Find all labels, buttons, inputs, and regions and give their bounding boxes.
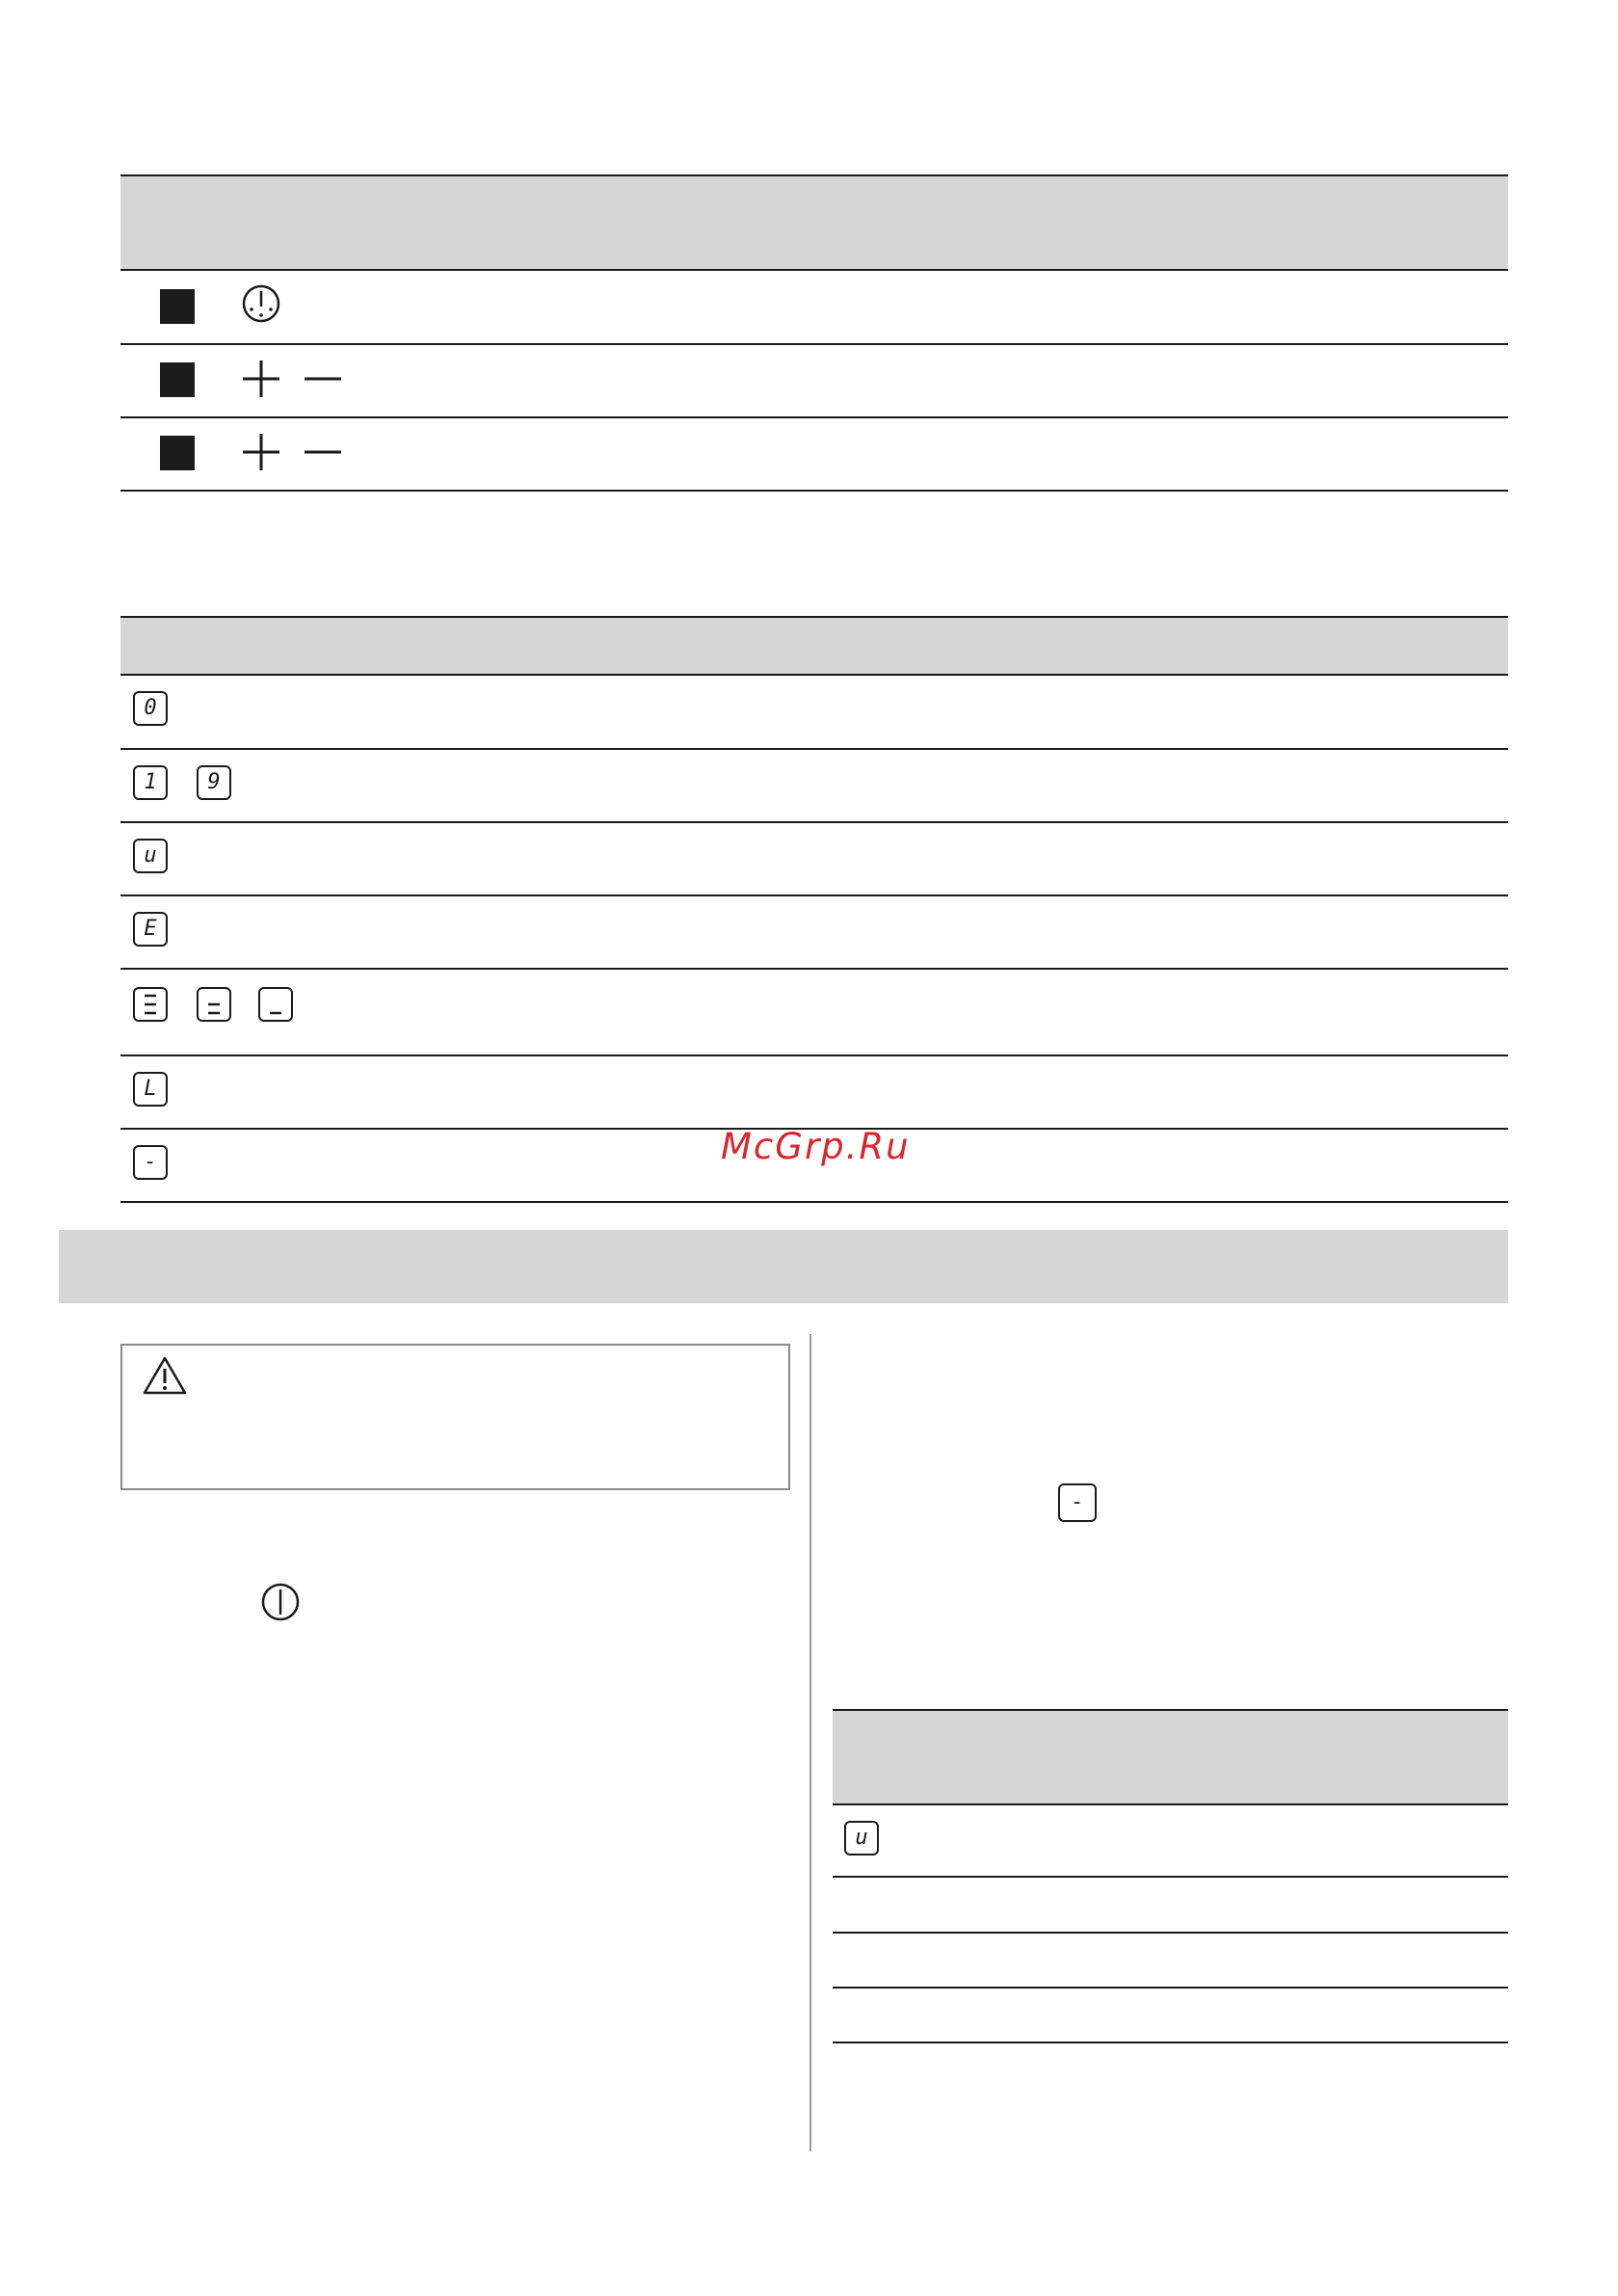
table-3-rule: [833, 2042, 1508, 2043]
display-symbol-9: 9: [197, 765, 231, 800]
table-1-header: [120, 175, 1508, 270]
table-3-rule: [833, 1709, 1508, 1711]
table-3-rule: [833, 1987, 1508, 1989]
display-symbol-dash: -: [133, 1145, 168, 1180]
warning-triangle-icon: [142, 1355, 188, 1400]
display-symbol-1: 1: [133, 765, 168, 800]
display-symbol-L: L: [133, 1072, 168, 1107]
heat-mid-icon: [197, 987, 231, 1022]
table-1-rule: [120, 490, 1508, 492]
table-2-rule: [120, 894, 1508, 896]
plus-icon: [241, 432, 281, 476]
heat-low-icon: [258, 987, 293, 1022]
display-symbol-0: 0: [133, 691, 168, 726]
section-header-band: [59, 1230, 1508, 1303]
plus-icon: [241, 359, 281, 403]
heat-high-icon: [133, 987, 168, 1022]
display-symbol-u: u: [133, 839, 168, 873]
table-3-rule: [833, 1803, 1508, 1805]
display-symbol-u: u: [844, 1821, 879, 1855]
watermark: McGrp.Ru: [721, 1126, 911, 1167]
table-3-header: [833, 1710, 1508, 1804]
table-2-rule: [120, 674, 1508, 676]
table-2-rule: [120, 616, 1508, 618]
minus-icon: [303, 359, 343, 403]
power-icon: [260, 1582, 301, 1626]
table-2-rule: [120, 968, 1508, 970]
minus-icon: [303, 432, 343, 476]
black-square-marker: [160, 362, 195, 397]
table-1-rule: [120, 269, 1508, 271]
warning-box: [120, 1344, 790, 1490]
table-1-rule: [120, 174, 1508, 176]
table-2-rule: [120, 1055, 1508, 1056]
table-3-rule: [833, 1932, 1508, 1934]
table-1-rule: [120, 416, 1508, 418]
table-3-rule: [833, 1876, 1508, 1878]
table-2-rule: [120, 821, 1508, 823]
black-square-marker: [160, 289, 195, 324]
display-symbol-dash: -: [1058, 1483, 1097, 1522]
display-symbol-E: E: [133, 912, 168, 947]
table-2-rule: [120, 748, 1508, 750]
black-square-marker: [160, 436, 195, 470]
table-2-rule: [120, 1201, 1508, 1203]
column-divider: [809, 1334, 811, 2151]
power-timer-icon: [241, 283, 281, 328]
table-1-rule: [120, 343, 1508, 345]
table-2-header: [120, 617, 1508, 675]
